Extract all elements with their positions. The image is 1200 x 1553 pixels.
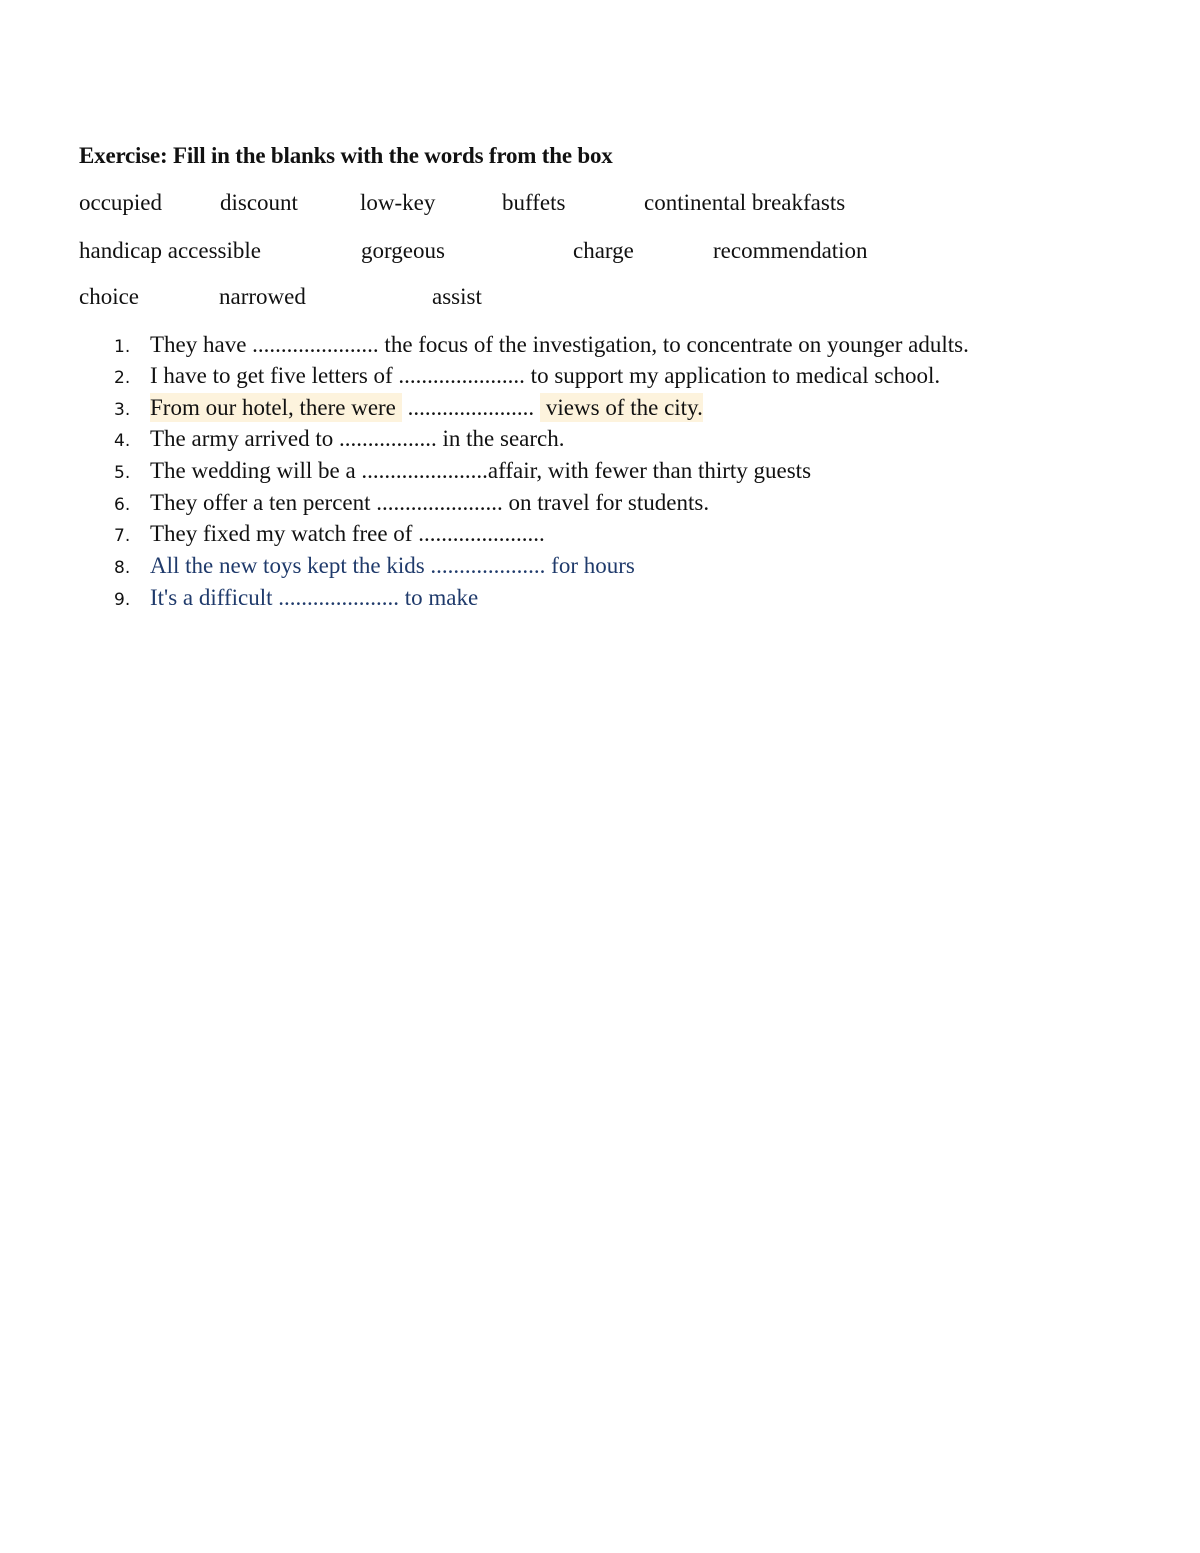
question-text (150, 395, 703, 421)
question-number: 9. (114, 590, 131, 610)
question-text: The wedding will be a ......................affair, with fewer than thirty guests (150, 458, 812, 483)
question-text: They fixed my watch free of ...................... (150, 521, 545, 546)
exercise-title: Exercise: Fill in the blanks with the words from the box (79, 143, 613, 168)
question-item (0, 585, 1200, 616)
question-number: 5. (114, 463, 131, 483)
question-item (0, 458, 1200, 489)
highlighted-text: views of the city. (540, 393, 703, 422)
question-text: It's a difficult ..................... to make (150, 585, 479, 610)
question-item (0, 490, 1200, 521)
question-item (0, 363, 1200, 394)
word-box-item: recommendation (713, 238, 868, 263)
question-number: 3. (114, 400, 131, 420)
word-box-item: continental breakfasts (644, 190, 846, 215)
word-box-item: low-key (360, 190, 436, 215)
highlighted-text: From our hotel, there were (150, 393, 402, 422)
word-box-item: narrowed (219, 284, 306, 309)
word-box-item: choice (79, 284, 140, 309)
question-text: They offer a ten percent ...................... on travel for students. (150, 490, 710, 515)
question-item (0, 332, 1200, 363)
word-box-item: buffets (502, 190, 566, 215)
word-box-item: discount (220, 190, 298, 215)
word-box-item: handicap accessible (79, 238, 261, 263)
question-text: All the new toys kept the kids .................... for hours (150, 553, 635, 578)
question-number: 8. (114, 558, 131, 578)
question-text: They have ...................... the focus of the investigation, to concentrate on younger adults. (150, 332, 969, 357)
word-box-item: gorgeous (361, 238, 445, 263)
question-text: I have to get five letters of ...................... to support my application to medical school. (150, 363, 941, 388)
question-item (0, 553, 1200, 584)
question-number: 6. (114, 495, 131, 515)
question-number: 1. (114, 337, 131, 357)
word-box-item: charge (573, 238, 634, 263)
question-text: The army arrived to ................. in the search. (150, 426, 565, 451)
blank: ...................... (401, 395, 540, 420)
word-box-item: assist (432, 284, 482, 309)
question-item (0, 426, 1200, 457)
question-number: 4. (114, 431, 131, 451)
word-box-item: occupied (79, 190, 163, 215)
question-item (0, 521, 1200, 552)
question-number: 7. (114, 526, 131, 546)
question-number: 2. (114, 368, 131, 388)
question-item (0, 395, 1200, 426)
